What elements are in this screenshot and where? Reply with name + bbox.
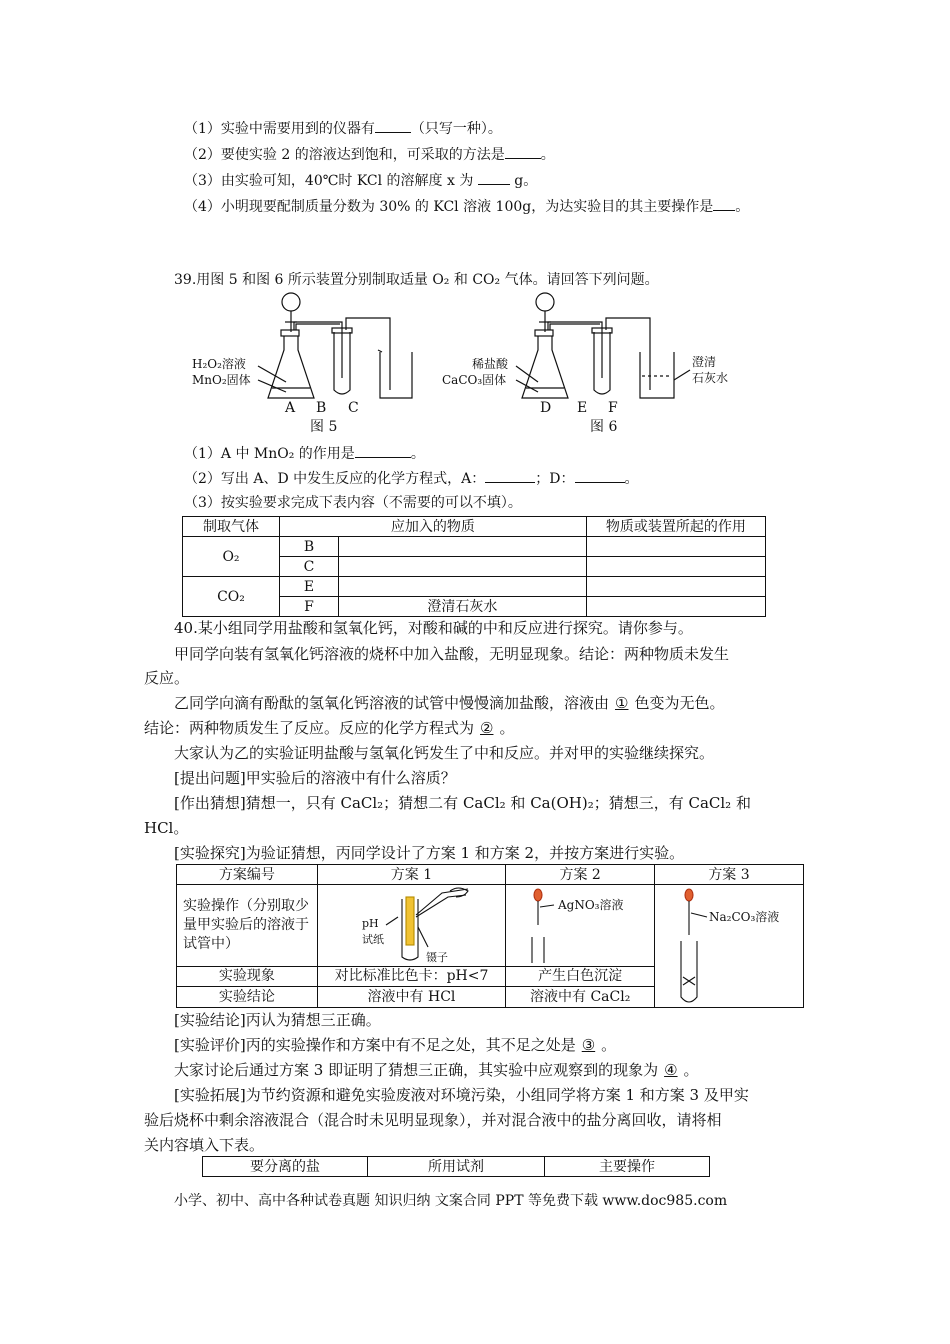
scheme2-conclusion: 溶液中有 CaCl₂ <box>506 987 655 1008</box>
answer-blank-3[interactable]: ③ <box>581 1036 596 1054</box>
scheme2-phenomenon: 产生白色沉淀 <box>506 966 655 987</box>
answer-blank[interactable] <box>375 118 411 133</box>
operation-label: 实验操作（分别取少量甲实验后的溶液于试管中） <box>177 885 318 967</box>
tweezers-label: 镊子 <box>425 951 448 964</box>
table-header: 方案 2 <box>506 865 655 885</box>
device-cell: B <box>280 537 339 557</box>
table-header: 物质或装置所起的作用 <box>586 517 765 537</box>
agno3-label: AgNO₃溶液 <box>558 898 624 913</box>
scheme1-conclusion: 溶液中有 HCl <box>317 987 506 1008</box>
role-cell[interactable] <box>586 537 765 557</box>
ph-label: pH <box>361 917 379 931</box>
gas-co2: CO₂ <box>183 577 280 617</box>
fig6-label-hcl: 稀盐酸 <box>472 357 509 371</box>
answer-blank[interactable] <box>355 443 411 458</box>
na2co3-label: Na₂CO₃溶液 <box>709 910 780 924</box>
role-cell[interactable] <box>586 597 765 617</box>
q40-l14: [实验拓展]为节约资源和避免实验废液对环境污染，小组同学将方案 1 和方案 3 及甲实 <box>174 1086 749 1104</box>
q40-l10: [实验探究]为验证猜想，丙同学设计了方案 1 和方案 2，并按方案进行实验。 <box>174 844 685 862</box>
q40-l12: [实验评价]丙的实验操作和方案中有不足之处，其不足之处是 ③ 。 <box>174 1036 617 1054</box>
page-footer: 小学、初中、高中各种试卷真题 知识归纳 文案合同 PPT 等免费下载 www.doc985.com <box>174 1193 728 1209</box>
phenomenon-label: 实验现象 <box>177 966 318 987</box>
table-header: 主要操作 <box>545 1157 710 1177</box>
answer-blank[interactable] <box>505 144 541 159</box>
q39-sub-2: （2）写出 A、D 中发生反应的化学方程式，A： ；D： 。 <box>184 468 639 489</box>
q39-table <box>182 516 766 617</box>
q40-l9: HCl。 <box>144 819 189 837</box>
fig5-caption: 图 5 <box>310 419 338 435</box>
fig5-label-mno2: MnO₂固体 <box>192 373 251 387</box>
table-header: 方案编号 <box>177 865 318 885</box>
device-cell: E <box>280 577 339 597</box>
scheme2-diagram <box>506 885 655 967</box>
device-cell: C <box>280 557 339 577</box>
role-cell[interactable] <box>586 557 765 577</box>
q40-l1: 40.某小组同学用盐酸和氢氧化钙，对酸和碱的中和反应进行探究。请你参与。 <box>174 619 693 637</box>
answer-blank-1[interactable]: ① <box>615 694 629 712</box>
q38-item-4: （4）小明现要配制质量分数为 30% 的 KCl 溶液 100g，为达实验目的其主要操作是 。 <box>184 196 749 217</box>
role-cell[interactable] <box>586 577 765 597</box>
q38-item-3: （3）由实验可知，40℃时 KCl 的溶解度 x 为 g。 <box>184 170 537 191</box>
fig5-letter-c: C <box>348 400 359 416</box>
substance-cell[interactable] <box>339 557 587 577</box>
table-header: 制取气体 <box>183 517 280 537</box>
q40-l6: 大家认为乙的实验证明盐酸与氢氧化钙发生了中和反应。并对甲的实验继续探究。 <box>174 744 715 762</box>
fig6-caption: 图 6 <box>590 419 618 435</box>
device-cell: F <box>280 597 339 617</box>
table-header: 所用试剂 <box>368 1157 545 1177</box>
answer-blank[interactable] <box>713 196 735 211</box>
q40-l13: 大家讨论后通过方案 3 即证明了猜想三正确，其实验中应观察到的现象为 ④ 。 <box>174 1061 699 1079</box>
q40-l8: [作出猜想]猜想一，只有 CaCl₂；猜想二有 CaCl₂ 和 Ca(OH)₂；猜想三，有 CaCl₂ 和 <box>174 794 751 812</box>
q39-sub-1: （1）A 中 MnO₂ 的作用是 。 <box>184 443 425 464</box>
table-header: 方案 3 <box>655 865 804 885</box>
apparatus-figures <box>190 290 750 440</box>
scheme1-phenomenon: 对比标准比色卡：pH<7 <box>317 966 506 987</box>
fig5-letter-a: A <box>285 400 296 416</box>
q39-sub-3: （3）按实验要求完成下表内容（不需要的可以不填）。 <box>184 495 522 511</box>
q40-l7: [提出问题]甲实验后的溶液中有什么溶质？ <box>174 769 456 787</box>
scheme1-diagram <box>317 885 506 967</box>
fig6-letter-e: E <box>577 400 588 416</box>
q40-l11: [实验结论]丙认为猜想三正确。 <box>174 1011 381 1029</box>
fig6-label-limewater-2: 石灰水 <box>692 371 729 385</box>
answer-blank[interactable] <box>485 468 535 483</box>
table-header: 应加入的物质 <box>280 517 587 537</box>
answer-blank[interactable] <box>478 170 510 185</box>
substance-cell[interactable] <box>339 577 587 597</box>
fig6-letter-f: F <box>608 400 618 416</box>
q40-l3: 反应。 <box>144 669 190 687</box>
answer-blank-4[interactable]: ④ <box>664 1061 678 1079</box>
gas-o2: O₂ <box>183 537 280 577</box>
table-header: 方案 1 <box>317 865 506 885</box>
fig5-letter-b: B <box>316 400 327 416</box>
q40-l16: 关内容填入下表。 <box>144 1136 265 1154</box>
fig5-label-h2o2: H₂O₂溶液 <box>192 357 246 371</box>
q40-l4: 乙同学向滴有酚酞的氢氧化钙溶液的试管中慢慢滴加盐酸，溶液由 ① 色变为无色。 <box>174 694 725 712</box>
fig6-label-caco3: CaCO₃固体 <box>442 373 507 387</box>
test-paper-label: 试纸 <box>361 933 384 947</box>
conclusion-label: 实验结论 <box>177 987 318 1008</box>
q40-l5: 结论：两种物质发生了反应。反应的化学方程式为 ② 。 <box>144 719 515 737</box>
q40-l2: 甲同学向装有氢氧化钙溶液的烧杯中加入盐酸，无明显现象。结论：两种物质未发生 <box>174 645 730 663</box>
table-header: 要分离的盐 <box>203 1157 368 1177</box>
q38-item-2: （2）要使实验 2 的溶液达到饱和，可采取的方法是 。 <box>184 144 555 165</box>
answer-blank-2[interactable]: ② <box>480 719 494 737</box>
substance-cell[interactable] <box>339 537 587 557</box>
fig6-label-limewater-1: 澄清 <box>692 355 717 369</box>
q40-l15: 验后烧杯中剩余溶液混合（混合时未见明显现象），并对混合液中的盐分离回收，请将相 <box>144 1111 722 1129</box>
scheme3-diagram <box>655 885 804 1008</box>
q40-scheme-table <box>176 864 804 1008</box>
q39-title: 39.用图 5 和图 6 所示装置分别制取适量 O₂ 和 CO₂ 气体。请回答下列问题。 <box>174 272 659 288</box>
fig6-letter-d: D <box>540 400 552 416</box>
q40-separation-table <box>202 1156 710 1177</box>
answer-blank[interactable] <box>575 468 625 483</box>
q38-item-1: （1）实验中需要用到的仪器有 （只写一种）。 <box>184 118 502 139</box>
substance-cell: 澄清石灰水 <box>339 597 587 617</box>
